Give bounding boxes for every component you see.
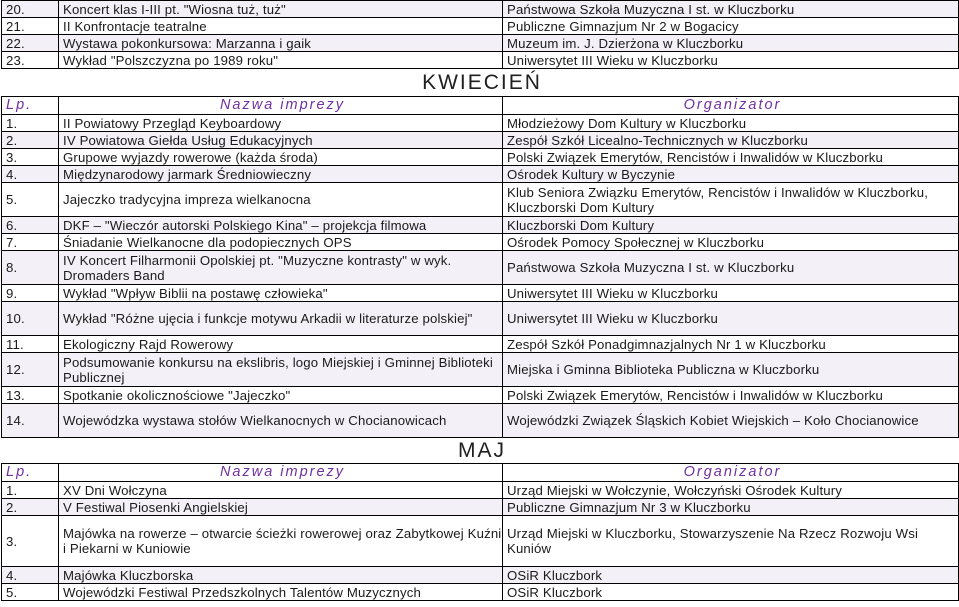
table-row xyxy=(2,166,959,183)
table-row xyxy=(2,251,959,285)
event-name: Międzynarodowy jarmark Średniowieczny xyxy=(59,166,503,183)
header-organizer: Organizator xyxy=(503,97,959,115)
table-row xyxy=(2,336,959,353)
event-name: Śniadanie Wielkanocne dla podopiecznych OPS xyxy=(59,234,503,251)
event-name: Majówka na rowerze – otwarcie ścieżki rowerowej oraz Zabytkowej Kuźni i Piekarni w Kuniowie xyxy=(59,516,503,567)
table-row xyxy=(2,132,959,149)
event-name: Majówka Kluczborska xyxy=(59,567,503,584)
event-organizer: Urząd Miejski w Wołczynie, Wołczyński Ośrodek Kultury xyxy=(503,482,959,499)
table-row xyxy=(2,1,959,18)
event-organizer: Ośrodek Pomocy Społecznej w Kluczborku xyxy=(503,234,959,251)
event-organizer: Urząd Miejski w Kluczborku, Stowarzyszenie Na Rzecz Rozwoju Wsi Kuniów xyxy=(503,516,959,567)
table-row xyxy=(2,35,959,52)
event-organizer: OSiR Kluczbork xyxy=(503,567,959,584)
event-organizer: Wojewódzki Związek Śląskich Kobiet Wiejskich – Koło Chocianowice xyxy=(503,404,959,438)
event-name: Spotkanie okolicznościowe "Jajeczko" xyxy=(59,387,503,404)
table-row xyxy=(2,584,959,601)
row-number: 12. xyxy=(2,353,59,387)
event-organizer: Uniwersytet III Wieku w Kluczborku xyxy=(503,52,959,69)
event-name: XV Dni Wołczyna xyxy=(59,482,503,499)
event-name: Wojewódzki Festiwal Przedszkolnych Talentów Muzycznych xyxy=(59,584,503,601)
row-number: 13. xyxy=(2,387,59,404)
row-number: 7. xyxy=(2,234,59,251)
row-number: 11. xyxy=(2,336,59,353)
table-row xyxy=(2,52,959,69)
table-row xyxy=(2,353,959,387)
event-name: Wykład "Polszczyzna po 1989 roku" xyxy=(59,52,503,69)
event-organizer: OSiR Kluczbork xyxy=(503,584,959,601)
row-number: 3. xyxy=(2,516,59,567)
event-name: IV Powiatowa Giełda Usług Edukacyjnych xyxy=(59,132,503,149)
event-organizer: Zespół Szkół Ponadgimnazjalnych Nr 1 w Kluczborku xyxy=(503,336,959,353)
row-number: 4. xyxy=(2,567,59,584)
event-organizer: Muzeum im. J. Dzierżona w Kluczborku xyxy=(503,35,959,52)
header-name: Nazwa imprezy xyxy=(59,464,503,482)
table-row xyxy=(2,234,959,251)
row-number: 8. xyxy=(2,251,59,285)
row-number: 1. xyxy=(2,482,59,499)
row-number: 6. xyxy=(2,217,59,234)
table-row xyxy=(2,183,959,217)
month-heading-row xyxy=(2,438,959,464)
event-name: Koncert klas I-III pt. "Wiosna tuż, tuż" xyxy=(59,1,503,18)
header-name: Nazwa imprezy xyxy=(59,97,503,115)
event-organizer: Polski Związek Emerytów, Rencistów i Inwalidów w Kluczborku xyxy=(503,149,959,166)
event-organizer: Państwowa Szkoła Muzyczna I st. w Kluczborku xyxy=(503,251,959,285)
event-organizer: Uniwersytet III Wieku w Kluczborku xyxy=(503,285,959,302)
table-row xyxy=(2,404,959,438)
row-number: 1. xyxy=(2,115,59,132)
event-organizer: Uniwersytet III Wieku w Kluczborku xyxy=(503,302,959,336)
table-row xyxy=(2,302,959,336)
event-name: Wykład "Różne ujęcia i funkcje motywu Arkadii w literaturze polskiej" xyxy=(59,302,503,336)
event-name: Podsumowanie konkursu na ekslibris, logo Miejskiej i Gminnej Biblioteki Publicznej xyxy=(59,353,503,387)
event-name: Wykład "Wpływ Biblii na postawę człowieka" xyxy=(59,285,503,302)
row-number: 14. xyxy=(2,404,59,438)
row-number: 5. xyxy=(2,584,59,601)
event-organizer: Publiczne Gimnazjum Nr 3 w Kluczborku xyxy=(503,499,959,516)
event-name: DKF – "Wieczór autorski Polskiego Kina" – projekcja filmowa xyxy=(59,217,503,234)
event-name: Jajeczko tradycyjna impreza wielkanocna xyxy=(59,183,503,217)
event-name: IV Koncert Filharmonii Opolskiej pt. "Muzyczne kontrasty" w wyk. Dromaders Band xyxy=(59,251,503,285)
event-name: Grupowe wyjazdy rowerowe (każda środa) xyxy=(59,149,503,166)
table-row xyxy=(2,567,959,584)
table-row xyxy=(2,115,959,132)
table-row xyxy=(2,516,959,567)
row-number: 22. xyxy=(2,35,59,52)
table-row xyxy=(2,217,959,234)
row-number: 3. xyxy=(2,149,59,166)
header-lp: Lp. xyxy=(2,97,59,115)
header-organizer: Organizator xyxy=(503,464,959,482)
event-organizer: Klub Seniora Związku Emerytów, Rencistów i Inwalidów w Kluczborku, Kluczborski Dom Kultury xyxy=(503,183,959,217)
column-header-row xyxy=(2,97,959,115)
row-number: 20. xyxy=(2,1,59,18)
event-organizer: Kluczborski Dom Kultury xyxy=(503,217,959,234)
event-name: II Konfrontacje teatralne xyxy=(59,18,503,35)
event-name: Ekologiczny Rajd Rowerowy xyxy=(59,336,503,353)
event-name: Wojewódzka wystawa stołów Wielkanocnych w Chocianowicach xyxy=(59,404,503,438)
event-organizer: Zespół Szkół Licealno-Technicznych w Kluczborku xyxy=(503,132,959,149)
row-number: 10. xyxy=(2,302,59,336)
row-number: 9. xyxy=(2,285,59,302)
events-table xyxy=(1,0,959,601)
event-organizer: Publiczne Gimnazjum Nr 2 w Bogacicy xyxy=(503,18,959,35)
column-header-row xyxy=(2,464,959,482)
row-number: 4. xyxy=(2,166,59,183)
month-heading-row xyxy=(2,69,959,97)
row-number: 2. xyxy=(2,132,59,149)
month-title: KWIECIEŃ xyxy=(2,69,959,97)
event-name: V Festiwal Piosenki Angielskiej xyxy=(59,499,503,516)
table-row xyxy=(2,285,959,302)
table-row xyxy=(2,18,959,35)
table-row xyxy=(2,499,959,516)
table-row xyxy=(2,482,959,499)
event-name: Wystawa pokonkursowa: Marzanna i gaik xyxy=(59,35,503,52)
event-organizer: Młodzieżowy Dom Kultury w Kluczborku xyxy=(503,115,959,132)
row-number: 2. xyxy=(2,499,59,516)
event-name: II Powiatowy Przegląd Keyboardowy xyxy=(59,115,503,132)
row-number: 5. xyxy=(2,183,59,217)
table-row xyxy=(2,149,959,166)
row-number: 21. xyxy=(2,18,59,35)
header-lp: Lp. xyxy=(2,464,59,482)
event-organizer: Miejska i Gminna Biblioteka Publiczna w Kluczborku xyxy=(503,353,959,387)
month-title: MAJ xyxy=(2,438,959,464)
event-organizer: Ośrodek Kultury w Byczynie xyxy=(503,166,959,183)
row-number: 23. xyxy=(2,52,59,69)
table-row xyxy=(2,387,959,404)
event-organizer: Państwowa Szkoła Muzyczna I st. w Kluczborku xyxy=(503,1,959,18)
event-organizer: Polski Związek Emerytów, Rencistów i Inwalidów w Kluczborku xyxy=(503,387,959,404)
